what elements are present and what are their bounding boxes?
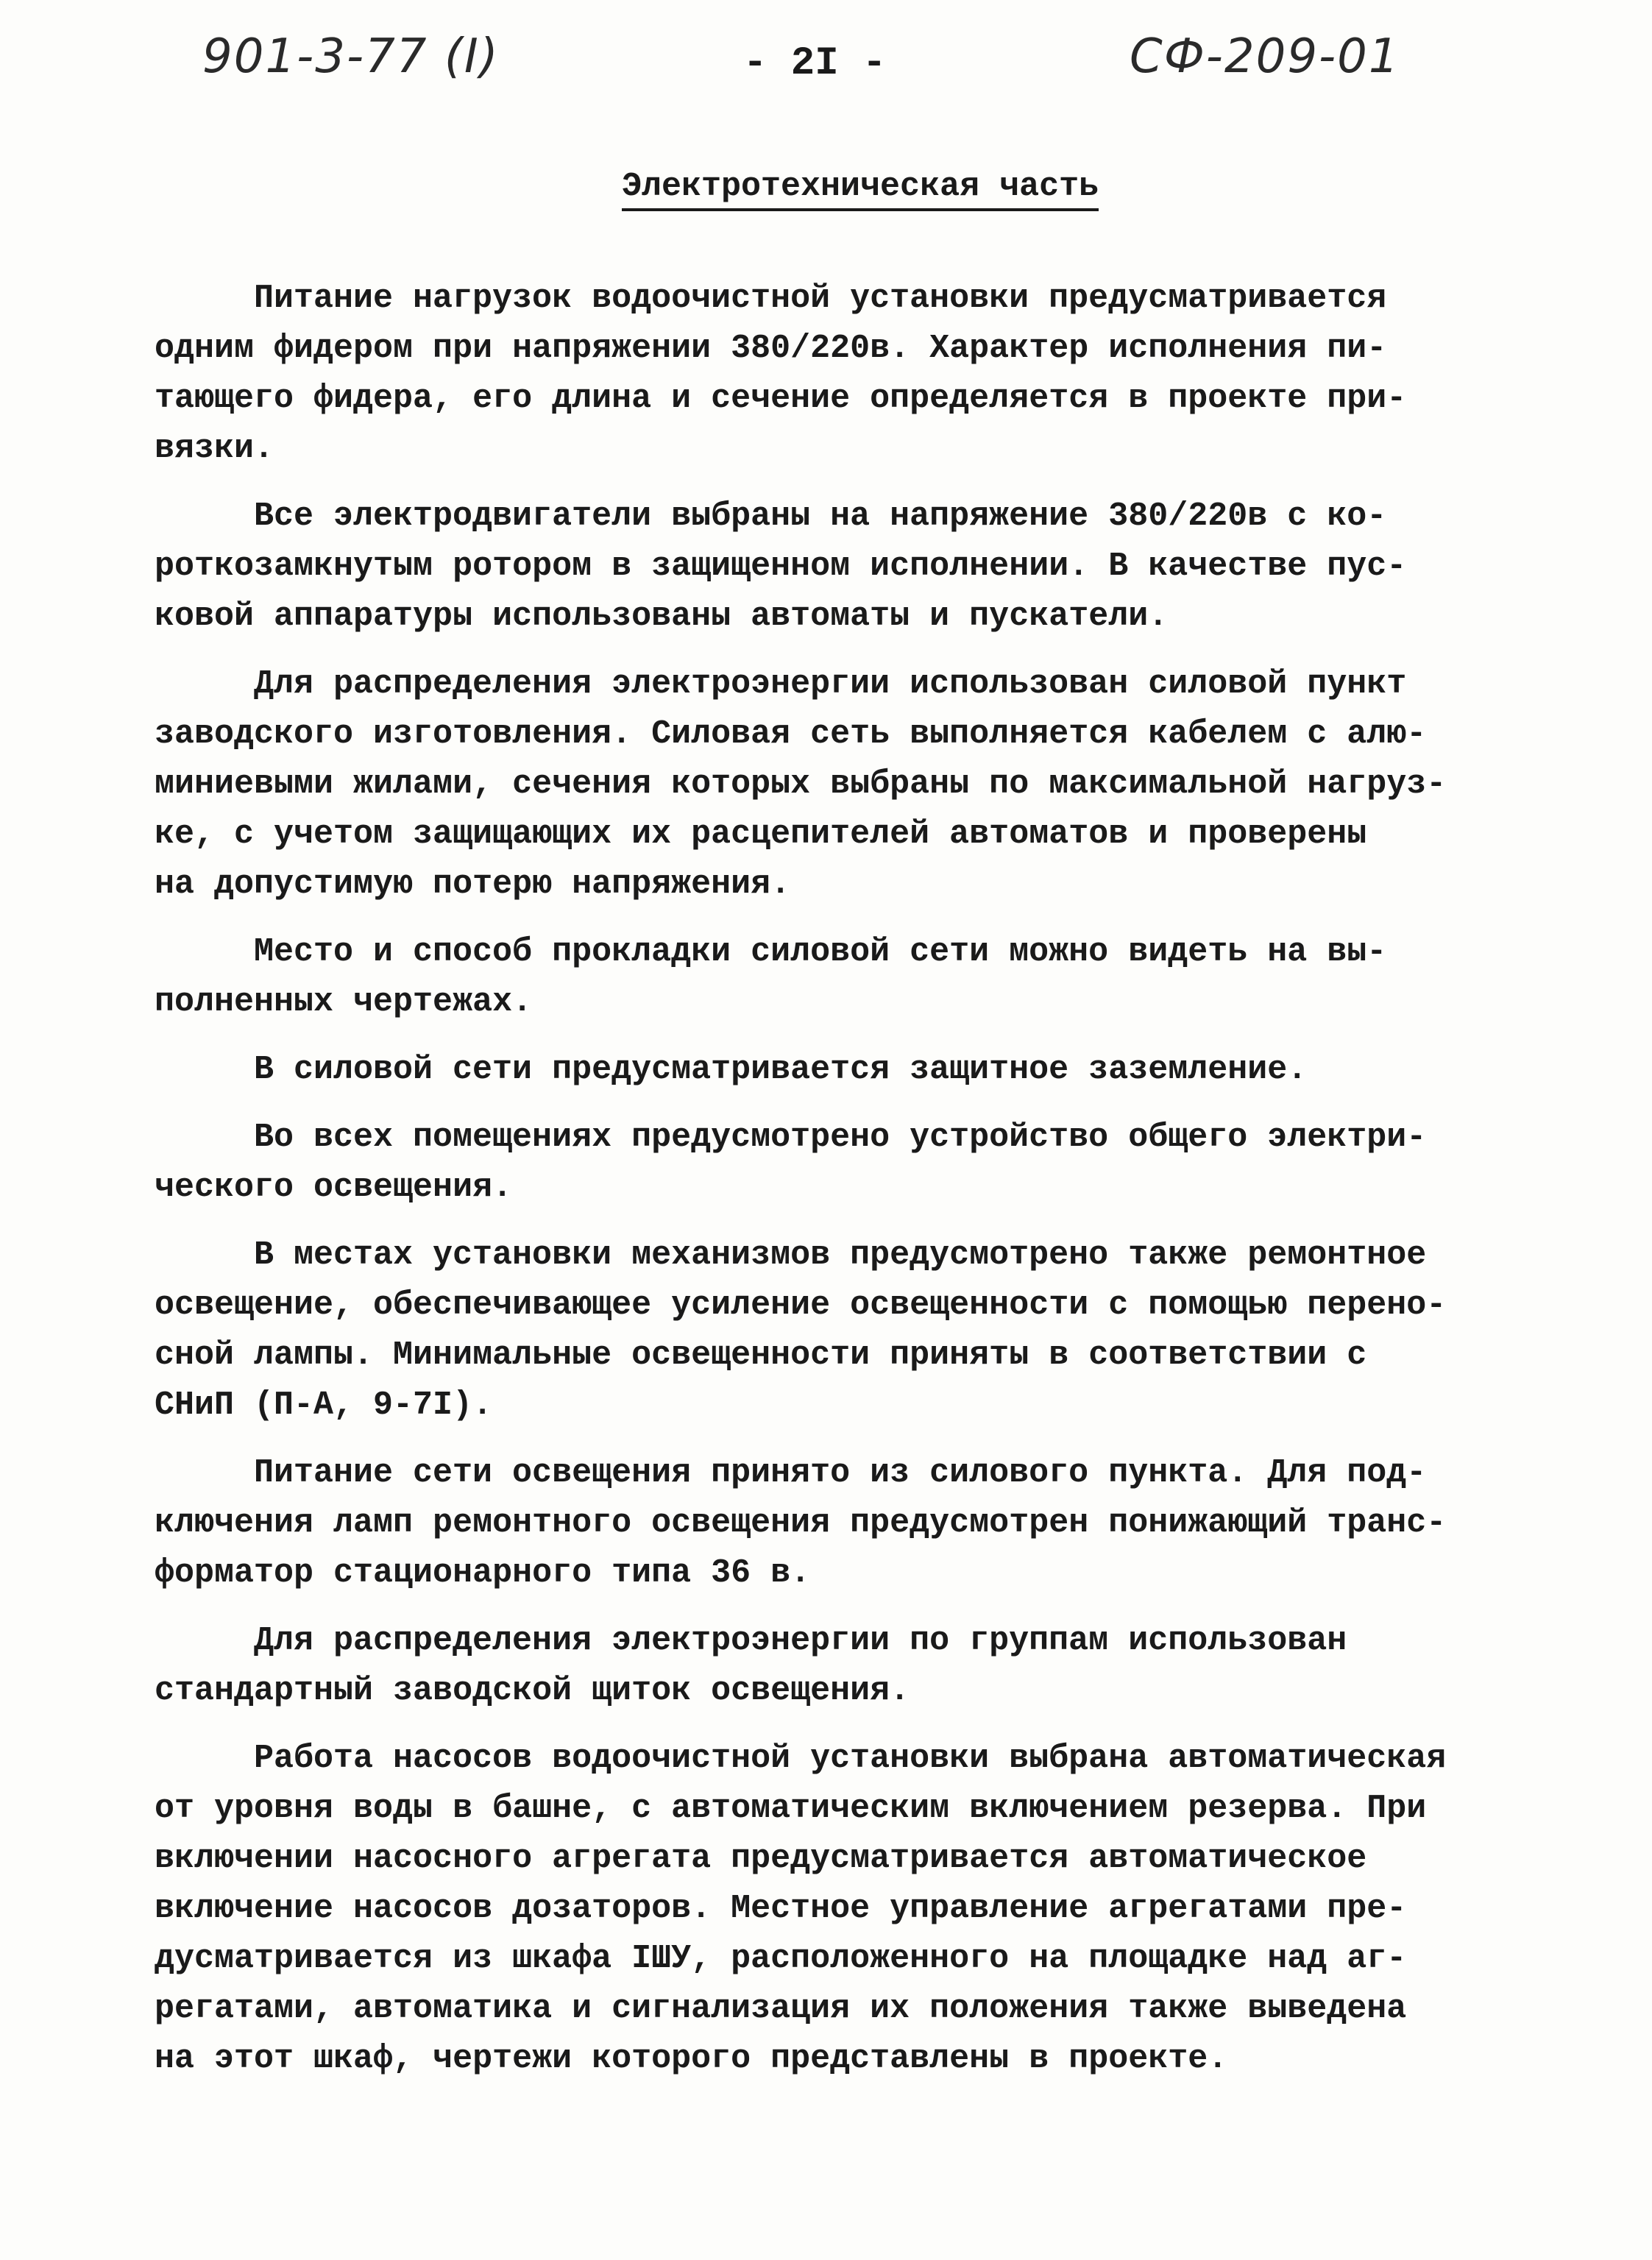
paragraph	[155, 1616, 1523, 1716]
body-text	[155, 274, 1523, 2102]
paragraph-line: сной лампы. Минимальные освещенности приняты в соответствии с	[155, 1336, 1367, 1374]
paragraph-line: одним фидером при напряжении 380/220в. Характер исполнения пи-	[155, 330, 1387, 367]
paragraph-line: полненных чертежах.	[155, 983, 533, 1021]
paragraph-line: на этот шкаф, чертежи которого представлены в проекте.	[155, 2040, 1228, 2077]
paragraph-line: ключения ламп ремонтного освещения предусмотрен понижающий транс-	[155, 1504, 1447, 1542]
paragraph-line: Во всех помещениях предусмотрено устройство общего электри-	[254, 1119, 1427, 1156]
paragraph-line: Для распределения электроэнергии использован силовой пункт	[254, 665, 1407, 703]
paragraph-line: вязки.	[155, 430, 274, 467]
paragraph	[155, 1045, 1523, 1095]
paragraph	[155, 927, 1523, 1027]
paragraph-line: регатами, автоматика и сигнализация их положения также выведена	[155, 1990, 1407, 2027]
paragraph-line: тающего фидера, его длина и сечение определяется в проекте при-	[155, 380, 1407, 417]
paragraph	[155, 1230, 1523, 1431]
paragraph-line: В силовой сети предусматривается защитное заземление.	[254, 1051, 1308, 1088]
paragraph-line: заводского изготовления. Силовая сеть выполняется кабелем с алю-	[155, 715, 1427, 753]
paragraph-line: дусматривается из шкафа IШУ, расположенного на площадке над аг-	[155, 1940, 1407, 1977]
paragraph-line: В местах установки механизмов предусмотрено также ремонтное	[254, 1236, 1427, 1274]
paragraph-line: на допустимую потерю напряжения.	[155, 865, 791, 903]
paragraph-line: освещение, обеспечивающее усиление освещенности с помощью перено-	[155, 1286, 1447, 1324]
paragraph	[155, 659, 1523, 910]
paragraph-line: ковой аппаратуры использованы автоматы и пускатели.	[155, 598, 1169, 635]
paragraph-line: от уровня воды в башне, с автоматическим включением резерва. При	[155, 1790, 1427, 1827]
paragraph-line: Работа насосов водоочистной установки выбрана автоматическая	[254, 1740, 1447, 1777]
paragraph-line: ческого освещения.	[155, 1169, 513, 1206]
paragraph	[155, 1734, 1523, 2084]
paragraph-line: Место и способ прокладки силовой сети можно видеть на вы-	[254, 933, 1387, 971]
paragraph	[155, 492, 1523, 642]
paragraph-line: Все электродвигатели выбраны на напряжение 380/220в с ко-	[254, 497, 1387, 535]
paragraph-line: включение насосов дозаторов. Местное управление агрегатами пре-	[155, 1890, 1407, 1927]
paragraph-line: включении насосного агрегата предусматривается автоматическое	[155, 1840, 1367, 1877]
paragraph-line: Питание нагрузок водоочистной установки предусматривается	[254, 280, 1387, 317]
section-title: Электротехническая часть	[622, 168, 1099, 211]
paragraph	[155, 1448, 1523, 1598]
paragraph-line: Питание сети освещения принято из силового пункта. Для под-	[254, 1454, 1427, 1492]
paragraph-line: форматор стационарного типа 36 в.	[155, 1554, 811, 1592]
paragraph-line: миниевыми жилами, сечения которых выбраны по максимальной нагруз-	[155, 765, 1447, 803]
paragraph	[155, 274, 1523, 474]
paragraph-line: ке, с учетом защищающих их расцепителей автоматов и проверены	[155, 815, 1367, 853]
paragraph-line: роткозамкнутым ротором в защищенном исполнении. В качестве пус-	[155, 548, 1407, 585]
paragraph	[155, 1113, 1523, 1213]
paragraph-line: Для распределения электроэнергии по группам использован	[254, 1622, 1347, 1659]
paragraph-line: СНиП (П-А, 9-7I).	[155, 1386, 493, 1424]
document-code-left: 901-3-77 (I)	[202, 29, 500, 84]
page-number: - 2I -	[743, 41, 887, 86]
paragraph-line: стандартный заводской щиток освещения.	[155, 1672, 910, 1710]
document-code-right: СФ-209-01	[1130, 29, 1400, 84]
